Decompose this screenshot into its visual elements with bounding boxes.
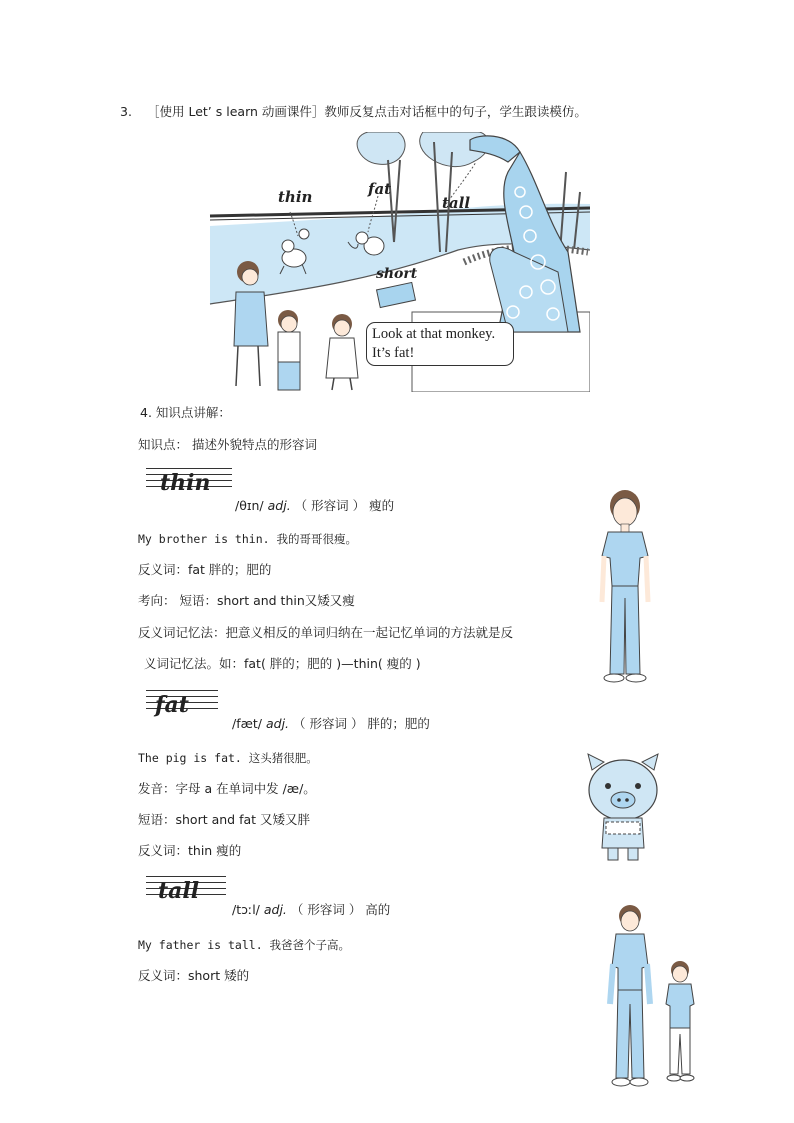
label-short: short <box>376 266 418 282</box>
tall-meaning: （ 形容词 ） 高的 <box>290 902 391 917</box>
pig-illustration <box>584 752 662 864</box>
fat-phonetic: /fæt/ <box>232 716 262 731</box>
fat-example: The pig is fat. 这头猪很肥。 <box>138 751 318 765</box>
bubble-line-1: Look at that monkey. <box>372 326 496 342</box>
tall-phonetic: /tɔːl/ <box>232 902 260 917</box>
fat-meaning: （ 形容词 ） 胖的；肥的 <box>293 716 430 731</box>
tall-antonym: 反义词：short 矮的 <box>138 968 250 983</box>
tall-example: My father is tall. 我爸爸个子高。 <box>138 938 351 952</box>
item4-heading: 4. 知识点讲解： <box>140 405 231 420</box>
speech-bubble <box>366 322 514 366</box>
bubble-line-2: It’s fat! <box>372 345 415 361</box>
thin-antonym: 反义词：fat 胖的；肥的 <box>138 562 272 577</box>
tall-entry <box>232 902 390 918</box>
word-thin: thin <box>160 470 211 496</box>
fat-pos: adj. <box>265 716 290 731</box>
fat-pronunciation: 发音：字母 a 在单词中发 /æ/。 <box>138 781 316 796</box>
fat-entry <box>232 716 430 732</box>
word-tall: tall <box>158 878 200 904</box>
label-thin: thin <box>278 188 313 206</box>
item4-topic: 知识点： 描述外貌特点的形容词 <box>138 437 317 452</box>
item3-instruction: ［使用 Let’ s learn 动画课件］教师反复点击对话框中的句子，学生跟读模仿。 <box>147 104 587 119</box>
tall-father-son-illustration <box>600 904 704 1090</box>
thin-boy-illustration <box>596 488 654 686</box>
word-fat: fat <box>155 692 189 718</box>
thin-meaning: （ 形容词 ） 瘦的 <box>294 498 395 513</box>
thin-pos: adj. <box>267 498 291 513</box>
thin-phonetic: /θɪn/ <box>235 498 264 513</box>
thin-entry <box>235 498 394 514</box>
label-fat: fat <box>368 180 392 198</box>
thin-memory-2: 义词记忆法。如：fat( 胖的；肥的 )—thin( 瘦的 ) <box>144 656 421 671</box>
item3-number: 3. <box>120 104 132 119</box>
thin-memory-1: 反义词记忆法：把意义相反的单词归纳在一起记忆单词的方法就是反 <box>138 625 514 640</box>
label-tall: tall <box>442 194 471 212</box>
fat-phrase: 短语：short and fat 又矮又胖 <box>138 812 311 827</box>
thin-example: My brother is thin. 我的哥哥很瘦。 <box>138 532 357 546</box>
thin-kaoxiang: 考向： 短语：short and thin又矮又瘦 <box>138 593 355 608</box>
tall-pos: adj. <box>263 902 287 917</box>
fat-antonym: 反义词：thin 瘦的 <box>138 843 242 858</box>
